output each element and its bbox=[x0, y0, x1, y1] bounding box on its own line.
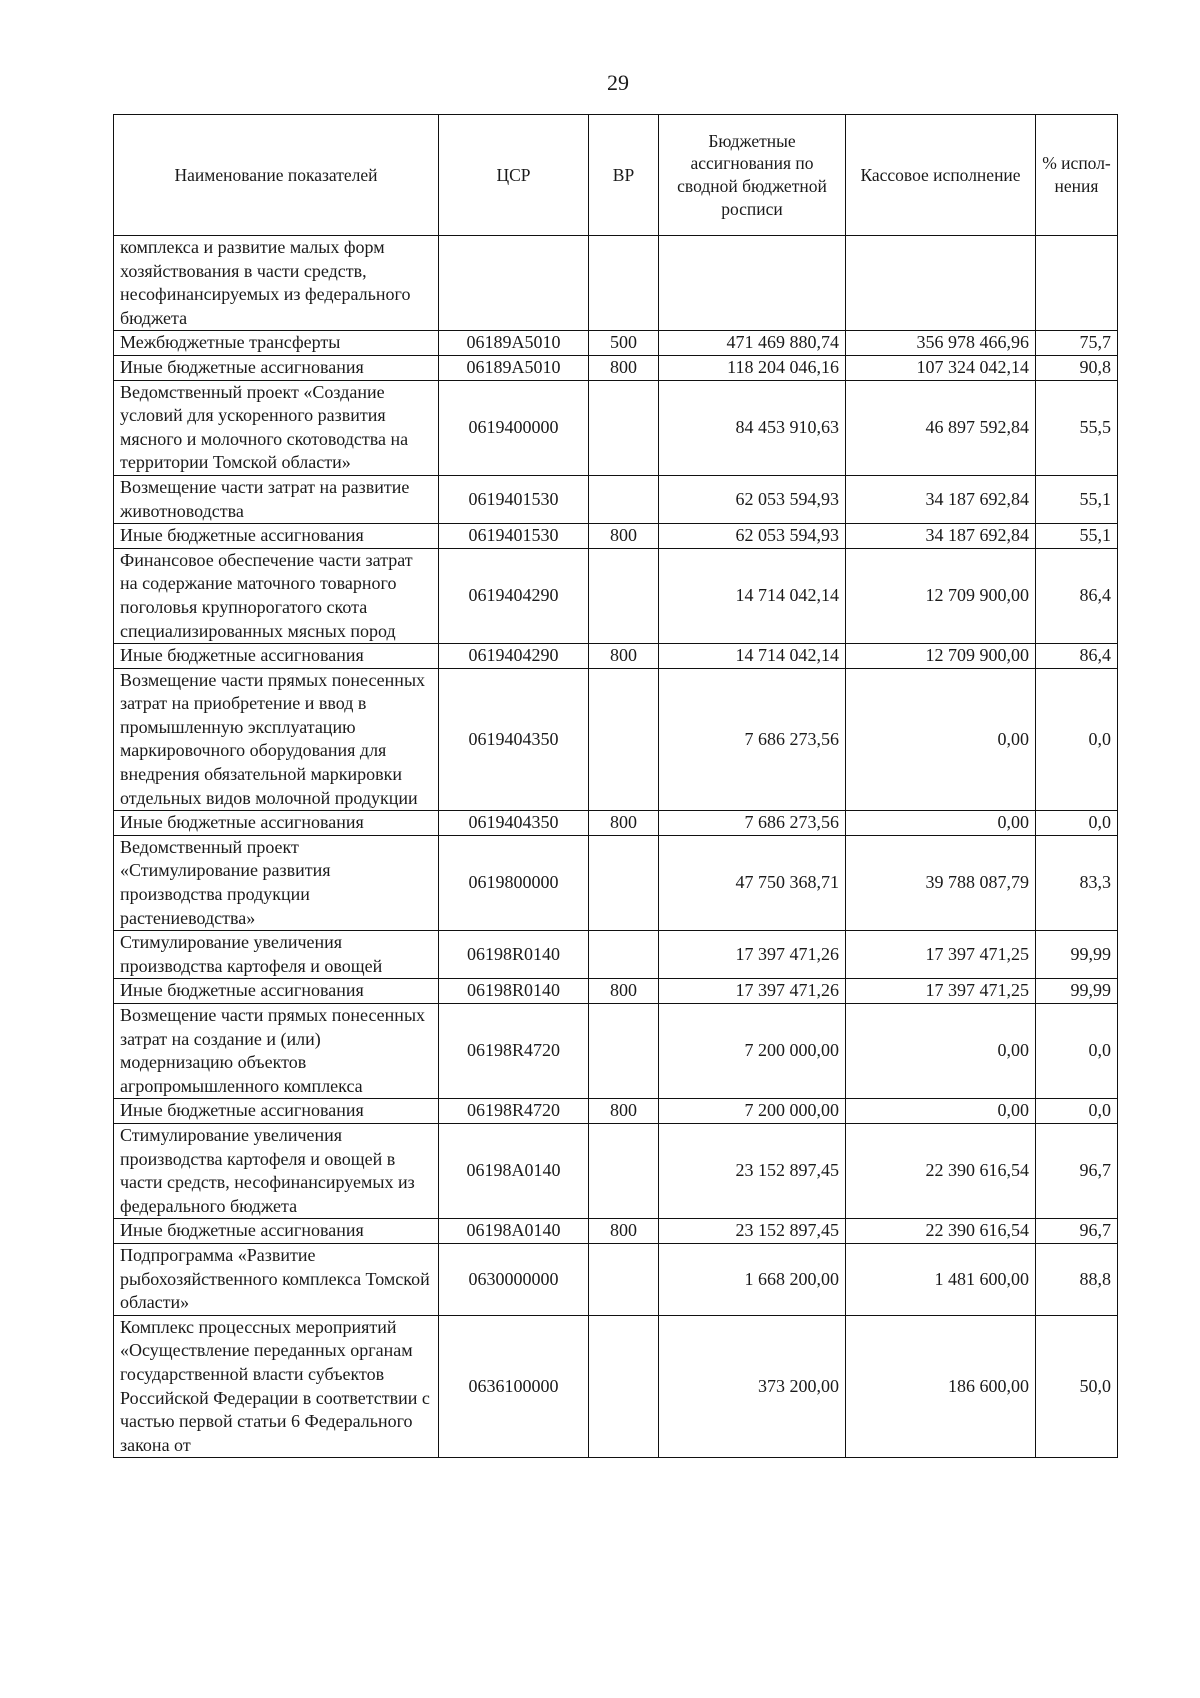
table-row bbox=[114, 931, 1118, 979]
cell-vr: 500 bbox=[589, 331, 659, 356]
cell-percent: 0,0 bbox=[1036, 1099, 1118, 1124]
cell-name: Иные бюджетные ассигнования bbox=[114, 979, 439, 1004]
table-row bbox=[114, 1123, 1118, 1218]
cell-budget: 1 668 200,00 bbox=[659, 1243, 846, 1315]
cell-cash: 22 390 616,54 bbox=[846, 1123, 1036, 1218]
cell-budget: 47 750 368,71 bbox=[659, 835, 846, 930]
cell-csr: 0619404350 bbox=[439, 811, 589, 836]
cell-percent: 96,7 bbox=[1036, 1219, 1118, 1244]
cell-name: Ведомственный проект «Создание условий для ускоренного развития мясного и молочного скотоводства на территории Томской области» bbox=[114, 380, 439, 475]
header-budget: Бюджетные ассигнования по сводной бюджетной росписи bbox=[659, 115, 846, 236]
cell-csr: 0619400000 bbox=[439, 380, 589, 475]
cell-name: Иные бюджетные ассигнования bbox=[114, 1219, 439, 1244]
cell-vr: 800 bbox=[589, 644, 659, 669]
table-row bbox=[114, 236, 1118, 331]
cell-percent: 96,7 bbox=[1036, 1123, 1118, 1218]
cell-budget: 23 152 897,45 bbox=[659, 1123, 846, 1218]
table-row bbox=[114, 331, 1118, 356]
cell-vr bbox=[589, 1243, 659, 1315]
cell-cash: 356 978 466,96 bbox=[846, 331, 1036, 356]
cell-csr: 06189A5010 bbox=[439, 355, 589, 380]
cell-budget: 62 053 594,93 bbox=[659, 475, 846, 523]
cell-csr: 06198R4720 bbox=[439, 1099, 589, 1124]
cell-csr: 0619404290 bbox=[439, 644, 589, 669]
cell-vr bbox=[589, 1315, 659, 1458]
cell-vr bbox=[589, 1004, 659, 1099]
cell-csr: 0619800000 bbox=[439, 835, 589, 930]
header-vr: ВР bbox=[589, 115, 659, 236]
cell-csr bbox=[439, 236, 589, 331]
page-number: 29 bbox=[607, 70, 629, 95]
cell-budget: 84 453 910,63 bbox=[659, 380, 846, 475]
cell-percent: 86,4 bbox=[1036, 548, 1118, 643]
table-header-row bbox=[114, 115, 1118, 236]
cell-vr: 800 bbox=[589, 355, 659, 380]
table-row bbox=[114, 475, 1118, 523]
cell-name: Возмещение части прямых понесенных затрат на приобретение и ввод в промышленную эксплуатацию маркировочного оборудования для внедрения обязательной маркировки отдельных видов молочной продукции bbox=[114, 668, 439, 811]
cell-name: Иные бюджетные ассигнования bbox=[114, 524, 439, 549]
cell-name: Стимулирование увеличения производства картофеля и овощей в части средств, несофинансируемых из федерального бюджета bbox=[114, 1123, 439, 1218]
cell-budget: 7 686 273,56 bbox=[659, 811, 846, 836]
cell-vr bbox=[589, 835, 659, 930]
cell-csr: 0619404350 bbox=[439, 668, 589, 811]
table-row bbox=[114, 1004, 1118, 1099]
cell-vr bbox=[589, 475, 659, 523]
cell-name: Ведомственный проект «Стимулирование развития производства продукции растениеводства» bbox=[114, 835, 439, 930]
cell-budget: 7 200 000,00 bbox=[659, 1099, 846, 1124]
table-row bbox=[114, 1243, 1118, 1315]
cell-percent: 75,7 bbox=[1036, 331, 1118, 356]
cell-cash: 17 397 471,25 bbox=[846, 979, 1036, 1004]
cell-name: Иные бюджетные ассигнования bbox=[114, 811, 439, 836]
table-row bbox=[114, 548, 1118, 643]
cell-cash: 34 187 692,84 bbox=[846, 475, 1036, 523]
cell-name: Иные бюджетные ассигнования bbox=[114, 1099, 439, 1124]
cell-percent bbox=[1036, 236, 1118, 331]
cell-cash: 0,00 bbox=[846, 811, 1036, 836]
cell-cash: 17 397 471,25 bbox=[846, 931, 1036, 979]
cell-name: Межбюджетные трансферты bbox=[114, 331, 439, 356]
cell-percent: 86,4 bbox=[1036, 644, 1118, 669]
cell-name: Возмещение части затрат на развитие животноводства bbox=[114, 475, 439, 523]
cell-vr bbox=[589, 236, 659, 331]
table-row bbox=[114, 1315, 1118, 1458]
cell-percent: 0,0 bbox=[1036, 668, 1118, 811]
table-row bbox=[114, 668, 1118, 811]
cell-csr: 0636100000 bbox=[439, 1315, 589, 1458]
cell-budget bbox=[659, 236, 846, 331]
budget-execution-table bbox=[113, 114, 1118, 1458]
cell-csr: 0630000000 bbox=[439, 1243, 589, 1315]
header-name: Наименование показателей bbox=[114, 115, 439, 236]
cell-csr: 0619401530 bbox=[439, 524, 589, 549]
table-row bbox=[114, 355, 1118, 380]
cell-csr: 06198R0140 bbox=[439, 979, 589, 1004]
cell-csr: 06198R4720 bbox=[439, 1004, 589, 1099]
cell-percent: 0,0 bbox=[1036, 811, 1118, 836]
table-row bbox=[114, 524, 1118, 549]
cell-budget: 118 204 046,16 bbox=[659, 355, 846, 380]
cell-csr: 0619404290 bbox=[439, 548, 589, 643]
cell-name: Иные бюджетные ассигнования bbox=[114, 644, 439, 669]
cell-cash: 0,00 bbox=[846, 668, 1036, 811]
cell-cash: 22 390 616,54 bbox=[846, 1219, 1036, 1244]
header-cash: Кассовое исполнение bbox=[846, 115, 1036, 236]
cell-csr: 06198A0140 bbox=[439, 1219, 589, 1244]
cell-csr: 0619401530 bbox=[439, 475, 589, 523]
table-row bbox=[114, 644, 1118, 669]
cell-percent: 90,8 bbox=[1036, 355, 1118, 380]
table-row bbox=[114, 380, 1118, 475]
cell-budget: 62 053 594,93 bbox=[659, 524, 846, 549]
cell-percent: 0,0 bbox=[1036, 1004, 1118, 1099]
cell-percent: 83,3 bbox=[1036, 835, 1118, 930]
cell-cash: 1 481 600,00 bbox=[846, 1243, 1036, 1315]
cell-cash: 186 600,00 bbox=[846, 1315, 1036, 1458]
cell-budget: 17 397 471,26 bbox=[659, 931, 846, 979]
header-csr: ЦСР bbox=[439, 115, 589, 236]
cell-name: Иные бюджетные ассигнования bbox=[114, 355, 439, 380]
cell-vr: 800 bbox=[589, 1099, 659, 1124]
table-body bbox=[114, 236, 1118, 1458]
cell-percent: 99,99 bbox=[1036, 979, 1118, 1004]
cell-vr bbox=[589, 1123, 659, 1218]
table-row bbox=[114, 979, 1118, 1004]
cell-name: Комплекс процессных мероприятий «Осуществление переданных органам государственной власти субъектов Российской Федерации в соответствии с частью первой статьи 6 Федерального закона от bbox=[114, 1315, 439, 1458]
cell-percent: 55,1 bbox=[1036, 524, 1118, 549]
cell-name: Стимулирование увеличения производства картофеля и овощей bbox=[114, 931, 439, 979]
cell-vr bbox=[589, 380, 659, 475]
cell-percent: 99,99 bbox=[1036, 931, 1118, 979]
cell-name: комплекса и развитие малых форм хозяйствования в части средств, несофинансируемых из федерального бюджета bbox=[114, 236, 439, 331]
table-row bbox=[114, 1099, 1118, 1124]
cell-budget: 14 714 042,14 bbox=[659, 548, 846, 643]
cell-cash bbox=[846, 236, 1036, 331]
cell-percent: 55,5 bbox=[1036, 380, 1118, 475]
cell-budget: 7 686 273,56 bbox=[659, 668, 846, 811]
cell-csr: 06198R0140 bbox=[439, 931, 589, 979]
cell-budget: 17 397 471,26 bbox=[659, 979, 846, 1004]
cell-vr: 800 bbox=[589, 1219, 659, 1244]
cell-cash: 39 788 087,79 bbox=[846, 835, 1036, 930]
cell-cash: 107 324 042,14 bbox=[846, 355, 1036, 380]
cell-name: Подпрограмма «Развитие рыбохозяйственного комплекса Томской области» bbox=[114, 1243, 439, 1315]
cell-vr bbox=[589, 668, 659, 811]
cell-budget: 23 152 897,45 bbox=[659, 1219, 846, 1244]
cell-cash: 12 709 900,00 bbox=[846, 548, 1036, 643]
cell-vr: 800 bbox=[589, 979, 659, 1004]
header-percent: % испол-нения bbox=[1036, 115, 1118, 236]
table-row bbox=[114, 1219, 1118, 1244]
cell-name: Финансовое обеспечение части затрат на содержание маточного товарного поголовья крупнорогатого скота специализированных мясных пород bbox=[114, 548, 439, 643]
cell-budget: 471 469 880,74 bbox=[659, 331, 846, 356]
cell-percent: 55,1 bbox=[1036, 475, 1118, 523]
cell-percent: 50,0 bbox=[1036, 1315, 1118, 1458]
table-row bbox=[114, 835, 1118, 930]
cell-csr: 06189A5010 bbox=[439, 331, 589, 356]
cell-cash: 46 897 592,84 bbox=[846, 380, 1036, 475]
cell-percent: 88,8 bbox=[1036, 1243, 1118, 1315]
cell-cash: 12 709 900,00 bbox=[846, 644, 1036, 669]
cell-vr: 800 bbox=[589, 524, 659, 549]
cell-cash: 0,00 bbox=[846, 1099, 1036, 1124]
cell-budget: 14 714 042,14 bbox=[659, 644, 846, 669]
cell-cash: 0,00 bbox=[846, 1004, 1036, 1099]
cell-vr bbox=[589, 548, 659, 643]
table-row bbox=[114, 811, 1118, 836]
cell-vr bbox=[589, 931, 659, 979]
cell-name: Возмещение части прямых понесенных затрат на создание и (или) модернизацию объектов агропромышленного комплекса bbox=[114, 1004, 439, 1099]
cell-csr: 06198A0140 bbox=[439, 1123, 589, 1218]
cell-budget: 7 200 000,00 bbox=[659, 1004, 846, 1099]
cell-vr: 800 bbox=[589, 811, 659, 836]
cell-cash: 34 187 692,84 bbox=[846, 524, 1036, 549]
cell-budget: 373 200,00 bbox=[659, 1315, 846, 1458]
